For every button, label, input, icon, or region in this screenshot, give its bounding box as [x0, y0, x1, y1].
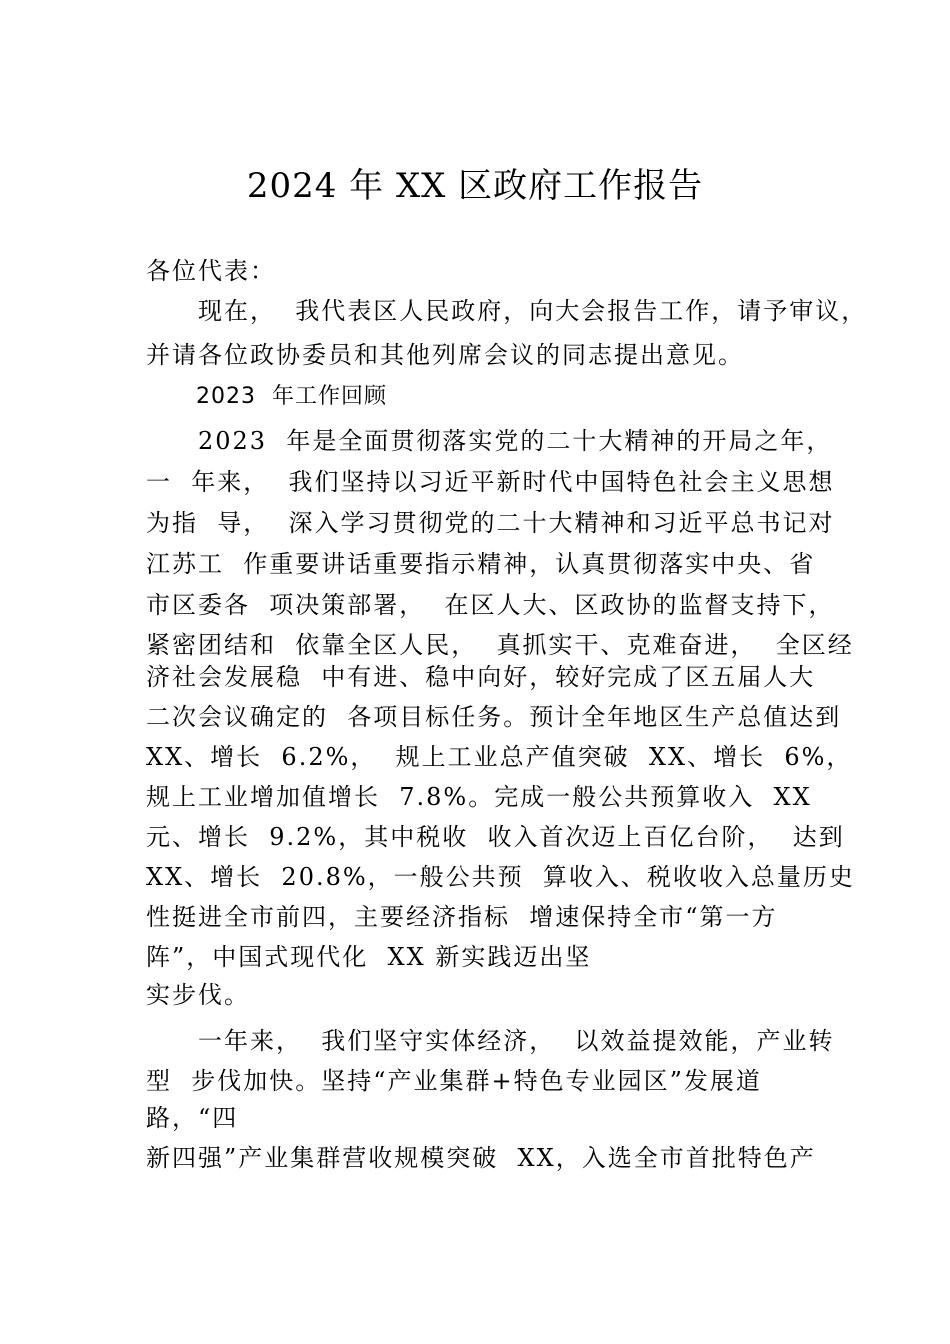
paragraph-line: XX、增长 6.2%， 规上工业总产值突破 XX、增长 6%， [146, 743, 853, 771]
paragraph-line: 路，“四 [146, 1104, 239, 1132]
paragraph-line: 一年来， 我们坚守实体经济， 以效益提效能，产业转 [146, 1027, 835, 1055]
paragraph-line: 江苏工 作重要讲话重要指示精神，认真贯彻落实中央、省 [146, 550, 816, 578]
paragraph-line: 实步伐。 [146, 981, 250, 1009]
intro-line: 并请各位政协委员和其他列席会议的同志提出意见。 [146, 341, 744, 369]
paragraph-line: 市区委各 项决策部署， 在区人大、区政协的监督支持下， [146, 591, 835, 619]
paragraph-line: 为指 导， 深入学习贯彻党的二十大精神和习近平总书记对 [146, 509, 835, 537]
intro-line: 现在， 我代表区人民政府，向大会报告工作，请予审议， [146, 297, 868, 325]
paragraph-line: 2023 年是全面贯彻落实党的二十大精神的开局之年， [146, 427, 833, 455]
salutation: 各位代表： [146, 257, 276, 285]
paragraph-line: XX、增长 20.8%，一般公共预 算收入、税收收入总量历史 [146, 863, 855, 891]
paragraph-line: 规上工业增加值增长 7.8%。完成一般公共预算收入 XX [146, 783, 812, 811]
paragraph-line: 紧密团结和 依靠全区人民， 真抓实干、克难奋进， 全区经 [146, 631, 854, 659]
paragraph-line: 一 年来， 我们坚持以习近平新时代中国特色社会主义思想 [146, 468, 835, 496]
paragraph-line: 性挺进全市前四，主要经济指标 增速保持全市“第一方 [146, 903, 778, 931]
paragraph-line: 济社会发展稳 中有进、稳中向好，较好完成了区五届人大 [146, 663, 816, 691]
paragraph-line: 元、增长 9.2%，其中税收 收入首次迈上百亿台阶， 达到 [146, 823, 845, 851]
paragraph-line: 二次会议确定的 各项目标任务。预计全年地区生产总值达到 [146, 703, 842, 731]
paragraph-line: 新四强”产业集群营收规模突破 XX，入选全市首批特色产 [146, 1144, 816, 1172]
paragraph-line: 阵”，中国式现代化 XX 新实践迈出坚 [146, 943, 592, 971]
paragraph-line: 型 步伐加快。坚持“产业集群+特色专业园区”发展道 [146, 1067, 762, 1095]
document-title: 2024 年 XX 区政府工作报告 [246, 166, 704, 206]
section-heading: 2023 年工作回顾 [196, 384, 387, 409]
